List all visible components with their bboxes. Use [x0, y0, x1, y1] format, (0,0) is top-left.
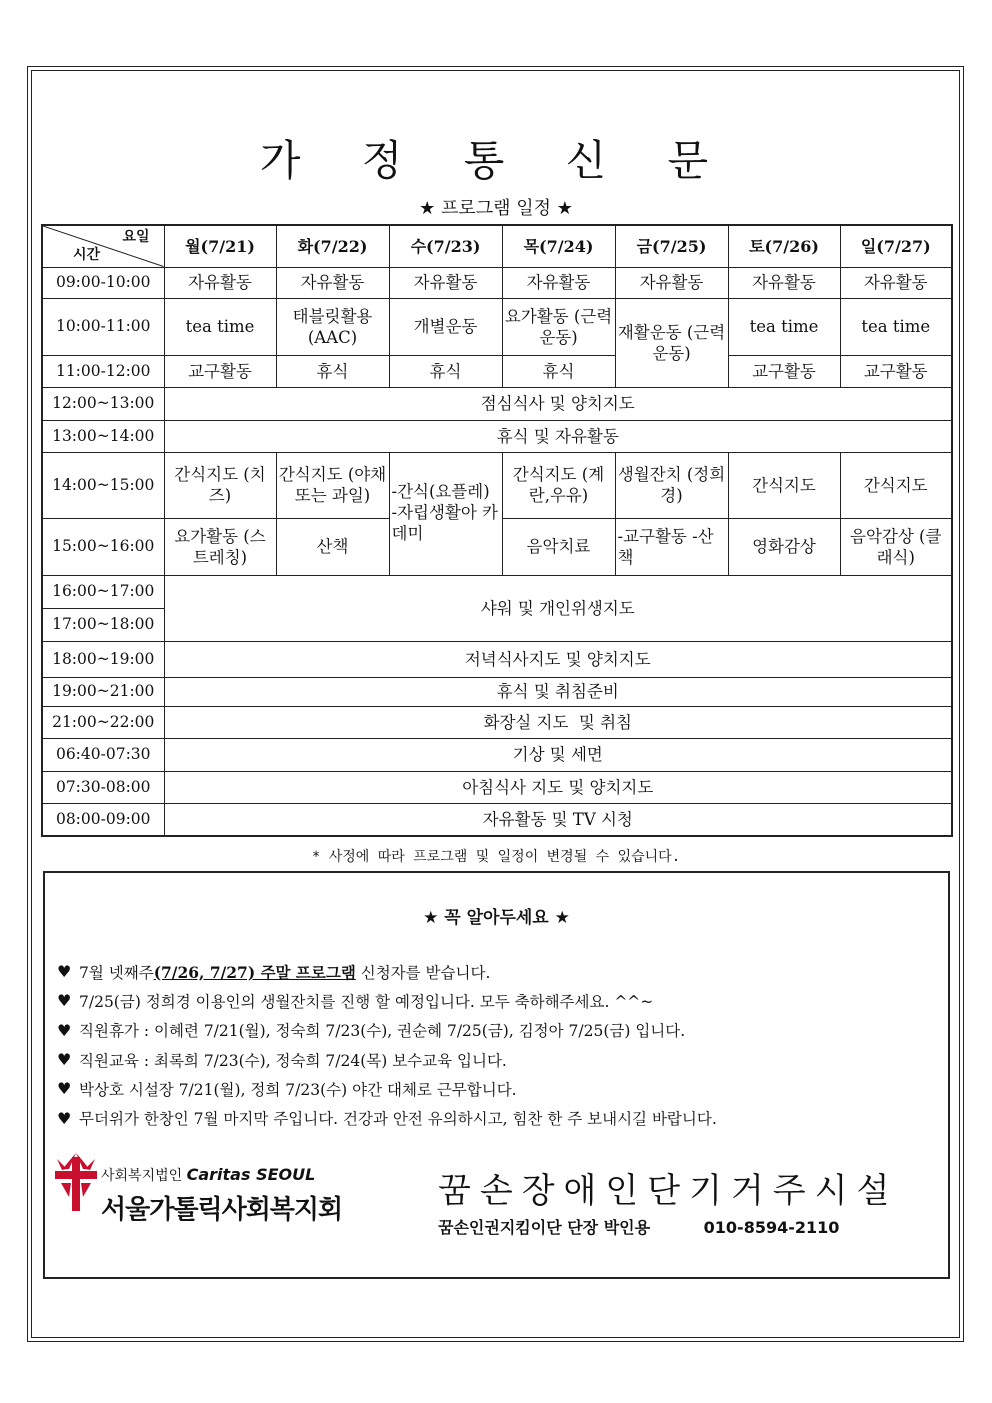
notice-text: 7/25(금) 정희경 이용인의 생월잔치를 진행 할 예정입니다. 모두 축하해주세요. ^^~ [79, 992, 654, 1011]
table-row [42, 355, 952, 387]
activity-cell: 영화감상 [728, 518, 840, 575]
heart-icon: ♥ [57, 962, 72, 982]
notice-text: 7월 넷째주 [79, 963, 154, 982]
activity-cell: 요가활동 (스트레칭) [164, 518, 276, 575]
leader-text: 꿈손인권지킴이단 단장 박인용 [438, 1218, 651, 1237]
activity-cell: 간식지도 (야채 또는 과일) [276, 452, 389, 518]
time-cell: 16:00~17:00 [42, 575, 164, 608]
table-row [42, 452, 952, 518]
caritas-logo [53, 1151, 373, 1241]
time-cell: 08:00-09:00 [42, 803, 164, 836]
activity-cell: 자유활동 [276, 267, 389, 298]
activity-span-cell: 화장실 지도 및 취침 [164, 706, 952, 738]
activity-cell: 간식지도 (계란,우유) [502, 452, 615, 518]
table-row [42, 420, 952, 452]
time-cell: 18:00~19:00 [42, 641, 164, 677]
activity-cell: 개별운동 [389, 298, 502, 355]
time-cell: 17:00~18:00 [42, 608, 164, 641]
notice-text: 직원휴가 : 이혜련 7/21(월), 정숙희 7/23(수), 권순혜 7/25(금), 김정아 7/25(금) 입니다. [79, 1022, 686, 1041]
time-cell: 21:00~22:00 [42, 706, 164, 738]
day-header: 일(7/27) [840, 225, 952, 267]
schedule-table [41, 224, 953, 837]
table-row [42, 738, 952, 771]
schedule-subtitle: ★ 프로그램 일정 ★ [419, 198, 573, 219]
day-header: 금(7/25) [615, 225, 728, 267]
list-item [57, 1074, 937, 1103]
logo-small-text: 사회복지법인 [101, 1168, 183, 1184]
list-item [57, 957, 937, 986]
activity-cell: 교구활동 [164, 355, 276, 387]
activity-cell: 자유활동 [502, 267, 615, 298]
activity-span-cell: 점심식사 및 양치지도 [164, 387, 952, 420]
activity-cell: 휴식 [502, 355, 615, 387]
activity-cell: 휴식 [389, 355, 502, 387]
activity-span-cell: 저녁식사지도 및 양치지도 [164, 641, 952, 677]
activity-cell: -간식(요플레) -자립생활아 카데미 [389, 452, 502, 575]
facility-contact [438, 1215, 839, 1238]
notice-text: 신청자를 받습니다. [355, 963, 491, 982]
table-row [42, 298, 952, 355]
table-row [42, 387, 952, 420]
caritas-flame-icon [53, 1153, 99, 1215]
activity-cell: tea time [728, 298, 840, 355]
table-row [42, 706, 952, 738]
activity-cell: 자유활동 [389, 267, 502, 298]
activity-cell: -교구활동 -산책 [615, 518, 728, 575]
day-header: 목(7/24) [502, 225, 615, 267]
activity-span-cell: 아침식사 지도 및 양치지도 [164, 771, 952, 803]
notice-highlight: (7/26, 7/27) 주말 프로그램 [153, 962, 356, 982]
activity-span-cell: 기상 및 세면 [164, 738, 952, 771]
activity-cell: 교구활동 [728, 355, 840, 387]
time-cell: 12:00~13:00 [42, 387, 164, 420]
table-row [42, 677, 952, 706]
activity-cell: 자유활동 [840, 267, 952, 298]
table-row [42, 641, 952, 677]
activity-cell: 간식지도 [840, 452, 952, 518]
heart-icon: ♥ [57, 1079, 72, 1099]
phone-number: 010-8594-2110 [703, 1218, 840, 1237]
schedule-change-note: * 사정에 따라 프로그램 및 일정이 변경될 수 있습니다. [311, 849, 681, 865]
activity-cell: 산책 [276, 518, 389, 575]
corner-cell [42, 225, 164, 267]
heart-icon: ♥ [57, 1050, 72, 1070]
heart-icon: ♥ [57, 991, 72, 1011]
activity-cell: 요가활동 (근력운동) [502, 298, 615, 355]
time-cell: 15:00~16:00 [42, 518, 164, 575]
activity-cell: 태블릿활용 (AAC) [276, 298, 389, 355]
time-cell: 07:30-08:00 [42, 771, 164, 803]
list-item [57, 1045, 937, 1074]
time-cell: 11:00-12:00 [42, 355, 164, 387]
day-header: 토(7/26) [728, 225, 840, 267]
logo-subtitle [101, 1165, 315, 1185]
notice-title: ★ 꼭 알아두세요 ★ [423, 908, 570, 928]
day-header: 화(7/22) [276, 225, 389, 267]
activity-span-cell: 자유활동 및 TV 시청 [164, 803, 952, 836]
list-item [57, 986, 937, 1015]
logo-org-name: 서울가톨릭사회복지회 [101, 1195, 343, 1225]
activity-span-cell: 휴식 및 자유활동 [164, 420, 952, 452]
day-header: 수(7/23) [389, 225, 502, 267]
header-row [42, 225, 952, 267]
page-title: 가 정 통 신 문 [259, 136, 733, 185]
corner-day-label: 요일 [122, 229, 150, 245]
activity-cell: 음악감상 (클래식) [840, 518, 952, 575]
notice-text: 무더위가 한창인 7월 마지막 주입니다. 건강과 안전 유의하시고, 힘찬 한 주 보내시길 바랍니다. [79, 1110, 717, 1129]
activity-cell: 자유활동 [164, 267, 276, 298]
list-item [57, 1016, 937, 1045]
time-cell: 14:00~15:00 [42, 452, 164, 518]
list-item [57, 1103, 937, 1132]
activity-cell: 자유활동 [615, 267, 728, 298]
activity-cell: 교구활동 [840, 355, 952, 387]
activity-cell: tea time [840, 298, 952, 355]
activity-cell: 간식지도 (치즈) [164, 452, 276, 518]
activity-cell: 재활운동 (근력운동) [615, 298, 728, 387]
notice-text: 직원교육 : 최록희 7/23(수), 정숙희 7/24(목) 보수교육 입니다. [79, 1051, 507, 1070]
activity-cell: tea time [164, 298, 276, 355]
heart-icon: ♥ [57, 1108, 72, 1128]
table-row [42, 575, 952, 608]
activity-cell: 자유활동 [728, 267, 840, 298]
day-header: 월(7/21) [164, 225, 276, 267]
facility-name: 꿈손장애인단기거주시설 [438, 1171, 899, 1211]
corner-time-label: 시간 [73, 246, 101, 263]
activity-cell: 생월잔치 (정희경) [615, 452, 728, 518]
activity-cell: 휴식 [276, 355, 389, 387]
notice-text: 박상호 시설장 7/21(월), 정희 7/23(수) 야간 대체로 근무합니다. [79, 1080, 517, 1099]
table-row [42, 267, 952, 298]
table-row [42, 803, 952, 836]
logo-brand-text: Caritas SEOUL [186, 1165, 316, 1184]
activity-cell: 간식지도 [728, 452, 840, 518]
activity-span-cell: 휴식 및 취침준비 [164, 677, 952, 706]
heart-icon: ♥ [57, 1020, 72, 1040]
notice-box [43, 871, 950, 1279]
table-row [42, 771, 952, 803]
time-cell: 19:00~21:00 [42, 677, 164, 706]
time-cell: 09:00-10:00 [42, 267, 164, 298]
time-cell: 10:00-11:00 [42, 298, 164, 355]
activity-span-cell: 샤워 및 개인위생지도 [164, 575, 952, 641]
activity-cell: 음악치료 [502, 518, 615, 575]
time-cell: 13:00~14:00 [42, 420, 164, 452]
time-cell: 06:40-07:30 [42, 738, 164, 771]
notice-list [57, 957, 937, 1133]
